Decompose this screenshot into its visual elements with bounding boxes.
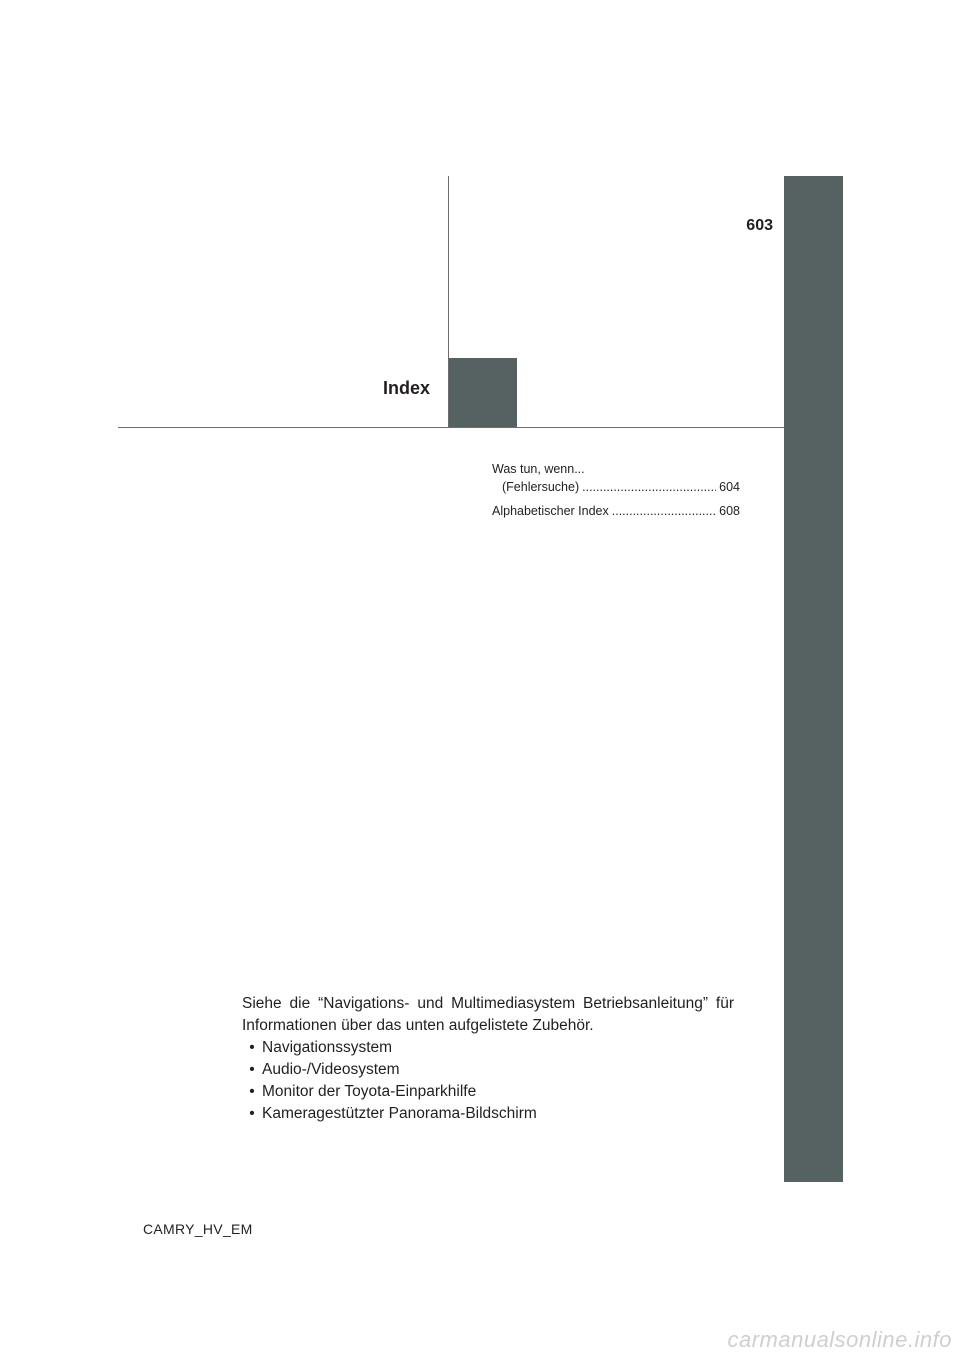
toc-entry-label: Was tun, wenn... (492, 462, 585, 476)
bullet-icon: • (249, 1039, 255, 1056)
toc-entry-page: 608 (719, 504, 740, 518)
accessory-list (242, 1037, 734, 1125)
bullet-icon: • (249, 1105, 255, 1122)
list-item-text: Audio-/Videosystem (262, 1061, 400, 1078)
list-item-text: Navigationssystem (262, 1039, 393, 1056)
toc-dot-leader (582, 478, 716, 496)
table-of-contents (492, 460, 740, 520)
section-marker-block (449, 358, 517, 427)
list-item-text: Monitor der Toyota-Einparkhilfe (262, 1083, 477, 1100)
section-title: Index (382, 378, 430, 398)
list-item-text: Kameragestützter Panorama-Bildschirm (262, 1105, 537, 1122)
accessory-note (242, 993, 734, 1125)
page-number: 603 (746, 217, 773, 234)
watermark: carmanualsonline.info (727, 1327, 952, 1352)
list-item (242, 1059, 734, 1081)
chapter-side-tab (784, 176, 843, 1182)
list-item (242, 1103, 734, 1125)
toc-entry-title (492, 460, 740, 478)
bullet-icon: • (249, 1083, 255, 1100)
toc-dot-leader (612, 502, 716, 520)
toc-entry-label: (Fehlersuche) (502, 480, 580, 494)
list-item (242, 1037, 734, 1059)
horizontal-rule (118, 427, 784, 428)
manual-code: CAMRY_HV_EM (143, 1221, 253, 1237)
note-intro: Siehe die “Navigations- und Multimediasystem Betriebsanleitung” für Informationen über das unten aufgelistete Zubehör. (242, 995, 734, 1034)
toc-entry-label: Alphabetischer Index (492, 504, 609, 518)
list-item (242, 1081, 734, 1103)
bullet-icon: • (249, 1061, 255, 1078)
toc-entry-page: 604 (719, 480, 740, 494)
toc-entry[interactable] (492, 502, 740, 520)
toc-entry[interactable] (492, 478, 740, 496)
